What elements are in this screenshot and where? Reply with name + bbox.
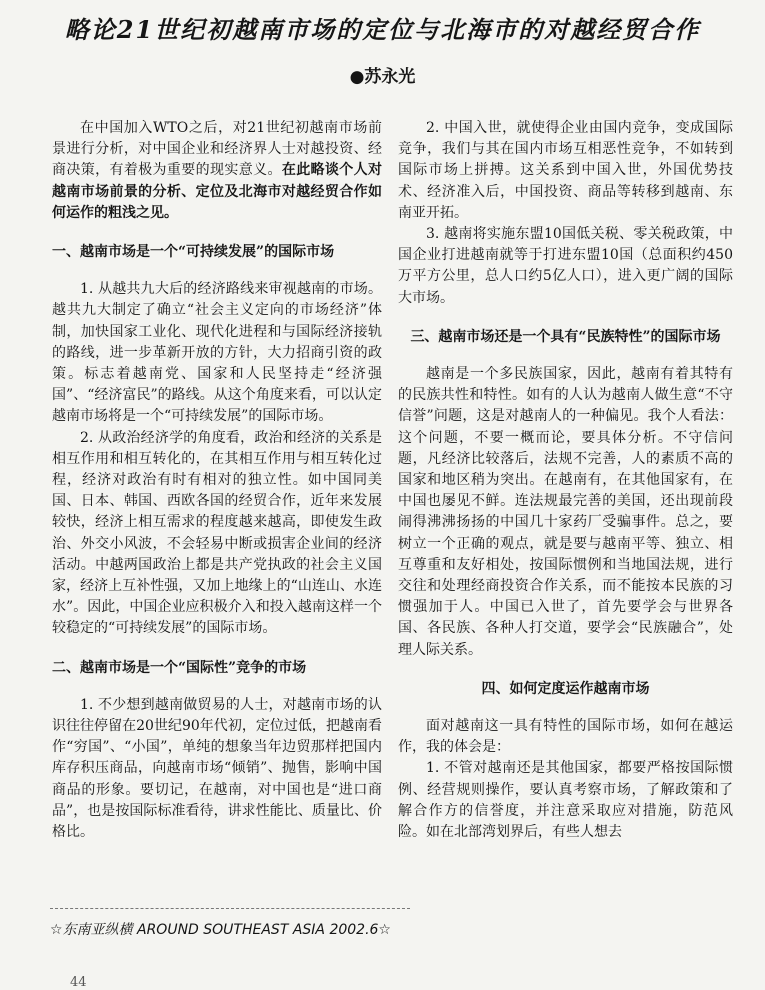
body-paragraph: 3. 越南将实施东盟10国低关税、零关税政策，中国企业打进越南就等于打进东盟10国（总面积约450万平方公里，总人口约5亿人口），进入更广阔的国际大市场。 bbox=[398, 226, 733, 306]
section-heading-4: 四、如何定度运作越南市场 bbox=[481, 680, 650, 697]
page-number: 44 bbox=[70, 975, 87, 990]
intro-paragraph bbox=[52, 118, 382, 224]
body-paragraph: 2. 从政治经济学的角度看，政治和经济的关系是相互作用和相互转化的，在其相互作用与相互转化过程，经济对政治有时有相对的独立性。如中国同美国、日本、韩国、西欧各国的经贸合作，近年来发展较快，经济上相互需求的程度越来越高，即使发生政治、外交小风波，不会轻易中断或损害企业间的经济活动。中越两国政治上都是共产党执政的社会主义国家，经济上互补性强，又加上地缘上的“山连山、水连水”。因此，中国企业应积极介入和投入越南这样一个较稳定的“可持续发展”的国际市场。 bbox=[52, 429, 382, 637]
section-heading-3: 三、越南市场还是一个具有“民族特性”的国际市场 bbox=[410, 328, 721, 345]
footer-divider bbox=[50, 908, 410, 909]
intro-text: 在中国加入WTO之后，对21世纪初越南市场前景进行分析，对中国企业和经济界人士对越投资、经商决策，有着极为重要的现实意义。 bbox=[52, 120, 382, 179]
body-paragraph: 2. 中国入世，就使得企业由国内竞争，变成国际竞争，我们与其在国内市场互相恶性竞争，不如转到国际市场上拼搏。这关系到中国入世，外国优势技术、经济准入后，中国投资、商品等转移到越南、东南亚开拓。 bbox=[398, 120, 733, 221]
body-paragraph: 1. 不少想到越南做贸易的人士，对越南市场的认识往往停留在20世纪90年代初，定位过低，把越南看作“穷国”、“小国”，单纯的想象当年边贸那样把国内库存积压商品，向越南市场“倾销”、抛售，影响中国商品的形象。要切记，在越南，对中国也是“进口商品”，也是按国际标准看待，讲求性能比、质量比、价格比。 bbox=[52, 696, 382, 841]
body-paragraph: 1. 从越共九大后的经济路线来审视越南的市场。越共九大制定了确立“社会主义定向的市场经济”体制，加快国家工业化、现代化进程和与国际经济接轨的路线，进一步革新开放的方针，大力招商引资的政策。标志着越南党、国家和人民坚持走“经济强国”、“经济富民”的路线。从这个角度来看，可以认定越南市场将是一个“可持续发展”的国际市场。 bbox=[52, 281, 382, 425]
article-title: 略论21世纪初越南市场的定位与北海市的对越经贸合作 bbox=[64, 15, 701, 44]
author-byline: ●苏永光 bbox=[349, 67, 416, 87]
body-paragraph: 越南是一个多民族国家，因此，越南有着其特有的民族共性和特性。如有的人认为越南人做生意“不守信誉”问题，这是对越南人的一种偏见。我个人看法：这个问题，不要一概而论，要具体分析。不守信问题，凡经济比较落后，法规不完善，人的素质不高的国家和地区稍为突出。在越南有，在其他国家有，在中国也屡见不鲜。连法规最完善的美国，还出现前段闹得沸沸扬扬的中国几十家药厂受骗事件。总之，要树立一个正确的观点，就是要与越南平等、独立、相互尊重和友好相处，按国际惯例和当地国法规，进行交往和处理经商投资合作关系，而不能按本民族的习惯强加于人。中国已入世了，首先要学会与世界各国、各民族、各种人打交道，要学会“民族融合”，处理人际关系。 bbox=[398, 366, 733, 658]
intro-bold-text: 在此略谈个人对越南市场前景的分析、定位及北海市对越经贸合作如何运作的粗浅之见。 bbox=[52, 162, 383, 221]
right-column bbox=[398, 118, 733, 843]
body-paragraph: 面对越南这一具有特性的国际市场，如何在越运作，我的体会是： bbox=[398, 718, 733, 756]
section-heading-1: 一、越南市场是一个“可持续发展”的国际市场 bbox=[52, 244, 335, 261]
journal-footer: ☆东南亚纵横 AROUND SOUTHEAST ASIA 2002.6☆ bbox=[50, 922, 391, 938]
body-paragraph: 1. 不管对越南还是其他国家，都要严格按国际惯例、经营规则操作，要认真考察市场，了解政策和了解合作方的信誉度，并注意采取应对措施，防范风险。如在北部湾划界后，有些人想去 bbox=[398, 760, 733, 841]
section-heading-2: 二、越南市场是一个“国际性”竞争的市场 bbox=[52, 659, 307, 676]
left-column bbox=[52, 118, 382, 843]
